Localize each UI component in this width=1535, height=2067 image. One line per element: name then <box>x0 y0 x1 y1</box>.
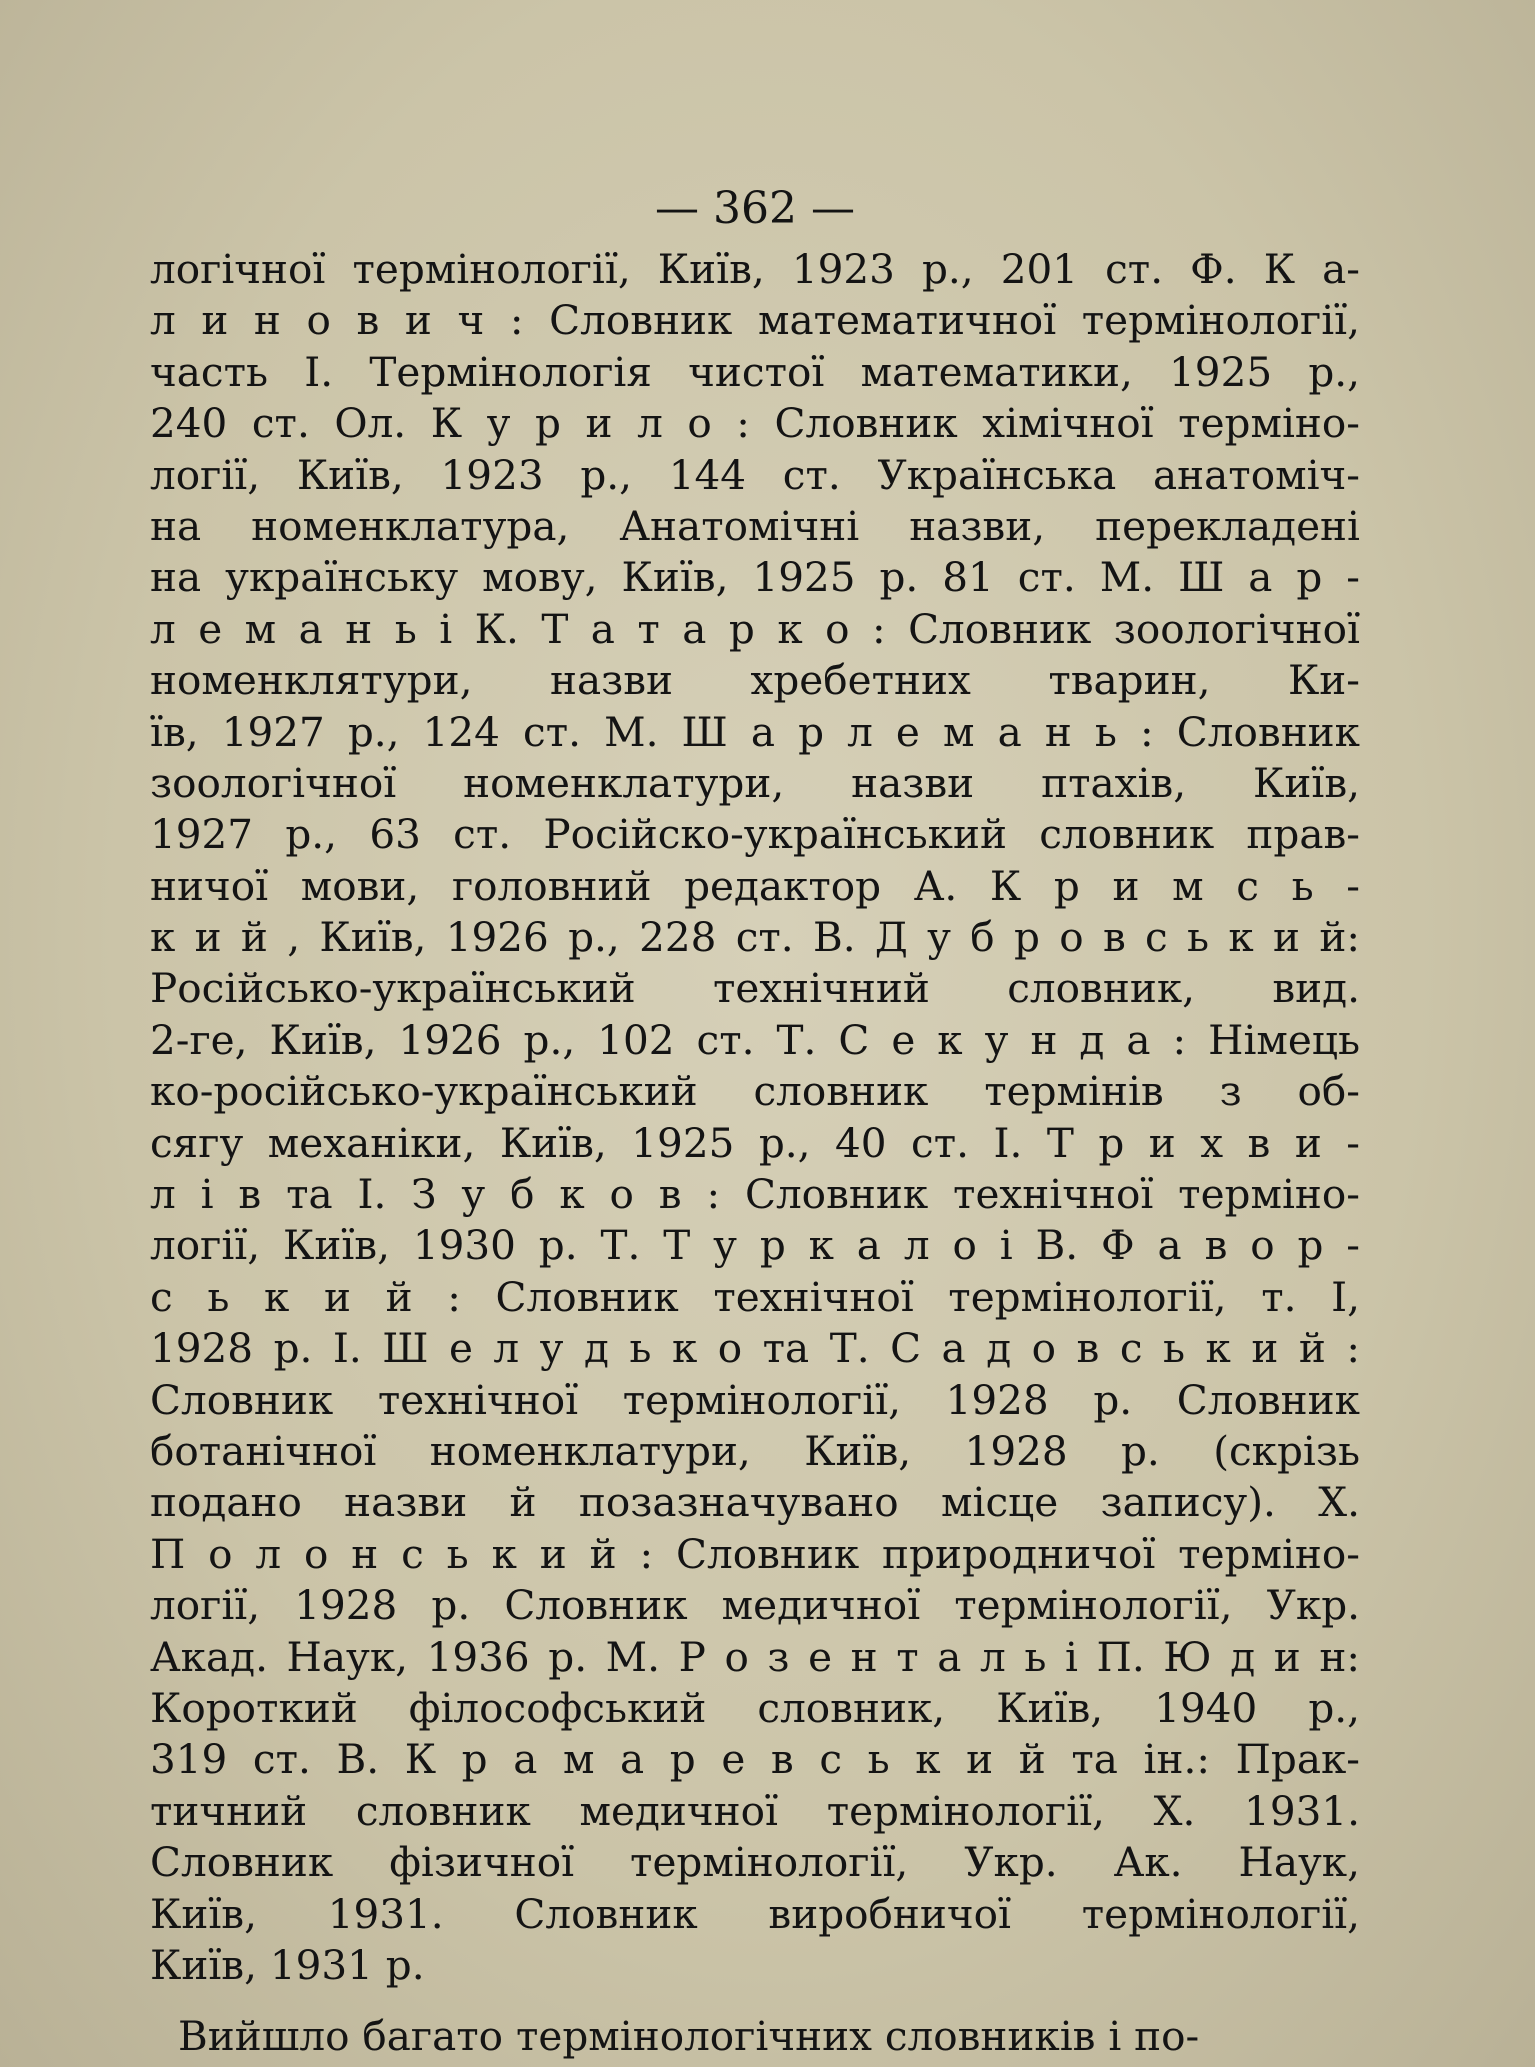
text-line: логічної термінології, Київ, 1923 р., 201 ст. Ф. К а- <box>150 245 1360 293</box>
text-line: логії, Київ, 1930 р. Т. Т у р к а л о і В. Ф а в о р - <box>150 1221 1360 1270</box>
text-line: ничої мови, головний редактор А. К р и м с ь - <box>150 861 1360 910</box>
text-line: подано назви й позазначувано місце запису). Х. <box>150 1478 1360 1527</box>
text-line: логії, Київ, 1923 р., 144 ст. Українська анатоміч- <box>150 450 1360 499</box>
text-line: їв, 1927 р., 124 ст. М. Ш а р л е м а н ь : Словник <box>150 707 1360 756</box>
text-line: П о л о н с ь к и й : Словник природничої терміно- <box>150 1529 1360 1578</box>
text-line: Київ, 1931. Словник виробничої термінології, <box>150 1889 1360 1938</box>
text-line: сягу механіки, Київ, 1925 р., 40 ст. І. Т р и х в и - <box>150 1118 1360 1167</box>
text-line: ботанічної номенклатури, Київ, 1928 р. (скрізь <box>150 1426 1360 1475</box>
text-line: 319 ст. В. К р а м а р е в с ь к и й та ін.: Прак- <box>150 1735 1360 1784</box>
bibliography-paragraph <box>150 244 1360 1991</box>
text-line: ко-російсько-український словник термінів з об- <box>150 1067 1360 1116</box>
text-line: Російсько-український технічний словник, вид. <box>150 964 1360 1013</box>
text-line: л и н о в и ч : Словник математичної термінології, <box>150 296 1360 345</box>
text-line: зоологічної номенклатури, назви птахів, Київ, <box>150 758 1360 807</box>
text-line: Акад. Наук, 1936 р. М. Р о з е н т а л ь і П. Ю д и н: <box>150 1632 1360 1681</box>
text-line: часть І. Термінологія чистої математики, 1925 р., <box>150 347 1360 396</box>
page-number: — 362 — <box>655 183 855 234</box>
text-line: номенклятури, назви хребетних тварин, Ки- <box>150 656 1360 705</box>
text-line: к и й , Київ, 1926 р., 228 ст. В. Д у б р о в с ь к и й: <box>150 913 1360 962</box>
text-line: с ь к и й : Словник технічної термінології, т. І, <box>150 1272 1360 1321</box>
page-text-block <box>150 180 1360 2063</box>
text-line: на номенклатура, Анатомічні назви, перекладені <box>150 501 1360 550</box>
text-line: 1927 р., 63 ст. Російско-український словник прав- <box>150 810 1360 859</box>
text-line: Словник технічної термінології, 1928 р. Словник <box>150 1375 1360 1424</box>
text-line: 1928 р. І. Ш е л у д ь к о та Т. С а д о в с ь к и й : <box>150 1324 1360 1373</box>
text-line: л е м а н ь і К. Т а т а р к о : Словник зоологічної <box>150 604 1360 653</box>
text-line: 240 ст. Ол. К у р и л о : Словник хімічної терміно- <box>150 399 1360 448</box>
text-line: Словник фізичної термінології, Укр. Ак. Наук, <box>150 1838 1360 1887</box>
following-paragraph <box>150 2011 1360 2062</box>
text-line: тичний словник медичної термінології, Х. 1931. <box>150 1786 1360 1835</box>
text-line: логії, 1928 р. Словник медичної термінології, Укр. <box>150 1581 1360 1630</box>
text-line: на українську мову, Київ, 1925 р. 81 ст. М. Ш а р - <box>150 553 1360 602</box>
text-line: 2-ге, Київ, 1926 р., 102 ст. Т. С е к у н д а : Німець <box>150 1015 1360 1064</box>
text-line: Короткий філософський словник, Київ, 1940 р., <box>150 1683 1360 1732</box>
text-line: Київ, 1931 р. <box>150 1940 425 1989</box>
text-line: л і в та І. З у б к о в : Словник технічної терміно- <box>150 1170 1360 1219</box>
text-line: Вийшло багато термінологічних словників і по- <box>178 2012 1200 2061</box>
